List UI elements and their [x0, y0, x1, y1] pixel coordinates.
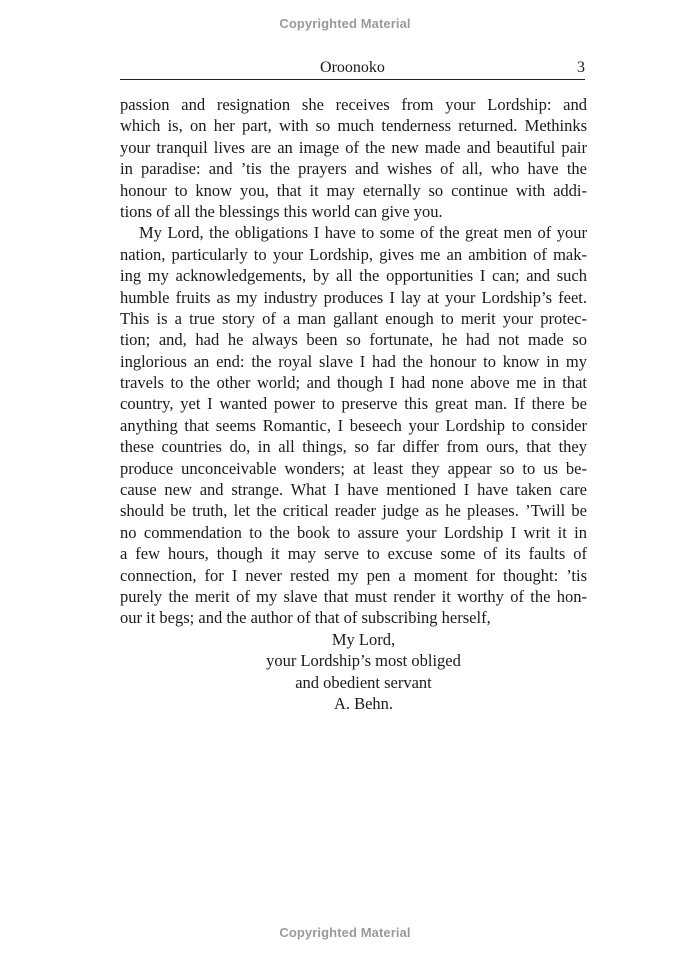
text-line: no commendation to the book to assure your Lordship I writ it in [120, 522, 587, 542]
text-line: tion; and, had he always been so fortunate, he had not made so [120, 330, 587, 350]
text-line: anything that seems Romantic, I beseech your Lordship to consider [120, 415, 587, 435]
text-line: My Lord, the obligations I have to some of the great men of your [139, 223, 587, 243]
closing-line: your Lordship’s most obliged [266, 651, 461, 671]
text-line: connection, for I never rested my pen a moment for thought: ’tis [120, 565, 587, 585]
text-line: inglorious an end: the royal slave I had the honour to know in my [120, 351, 587, 371]
signature: A. Behn. [333, 693, 394, 713]
text-line: our it begs; and the author of that of subscribing herself, [120, 608, 491, 628]
page-number: 3 [577, 59, 585, 76]
running-head-title: Oroonoko [320, 59, 385, 76]
letter-closing [120, 629, 587, 715]
body-text [120, 94, 587, 714]
text-line: travels to the other world; and though I had none above me in that [120, 373, 587, 393]
text-line: purely the merit of my slave that must render it worthy of the hon- [120, 586, 587, 606]
text-line: which is, on her part, with so much tenderness returned. Methinks [120, 116, 587, 136]
copyright-watermark-bottom: Copyrighted Material [279, 925, 411, 940]
text-line: honour to know you, that it may eternally so continue with addi- [120, 180, 587, 200]
text-line: tions of all the blessings this world can give you. [120, 201, 443, 221]
text-line: cause new and strange. What I have mentioned I have taken care [120, 480, 587, 500]
text-line: in paradise: and ’tis the prayers and wishes of all, who have the [120, 159, 587, 179]
running-head [120, 59, 585, 80]
text-line: produce unconceivable wonders; at least they appear so to us be- [120, 458, 587, 478]
text-line: nation, particularly to your Lordship, gives me an ambition of mak- [120, 244, 587, 264]
text-line: humble fruits as my industry produces I lay at your Lordship’s feet. [120, 287, 587, 307]
closing-line: and obedient servant [295, 672, 432, 692]
text-line: country, yet I wanted power to preserve this great man. If there be [120, 394, 587, 414]
text-line: passion and resignation she receives from your Lordship: and [120, 95, 587, 114]
copyright-watermark-top: Copyrighted Material [279, 16, 411, 31]
text-line: ing my acknowledgements, by all the opportunities I can; and such [120, 266, 587, 286]
text-line: a few hours, though it may serve to excuse some of its faults of [120, 544, 587, 564]
text-line: these countries do, in all things, so far differ from ours, that they [120, 437, 587, 457]
text-line: your tranquil lives are an image of the new made and beautiful pair [120, 137, 587, 157]
text-line: should be truth, let the critical reader judge as he pleases. ’Twill be [120, 501, 587, 521]
text-line: This is a true story of a man gallant enough to merit your protec- [120, 308, 587, 328]
paragraph-1 [120, 94, 587, 222]
closing-salutation: My Lord, [331, 629, 396, 649]
paragraph-2 [120, 222, 587, 628]
